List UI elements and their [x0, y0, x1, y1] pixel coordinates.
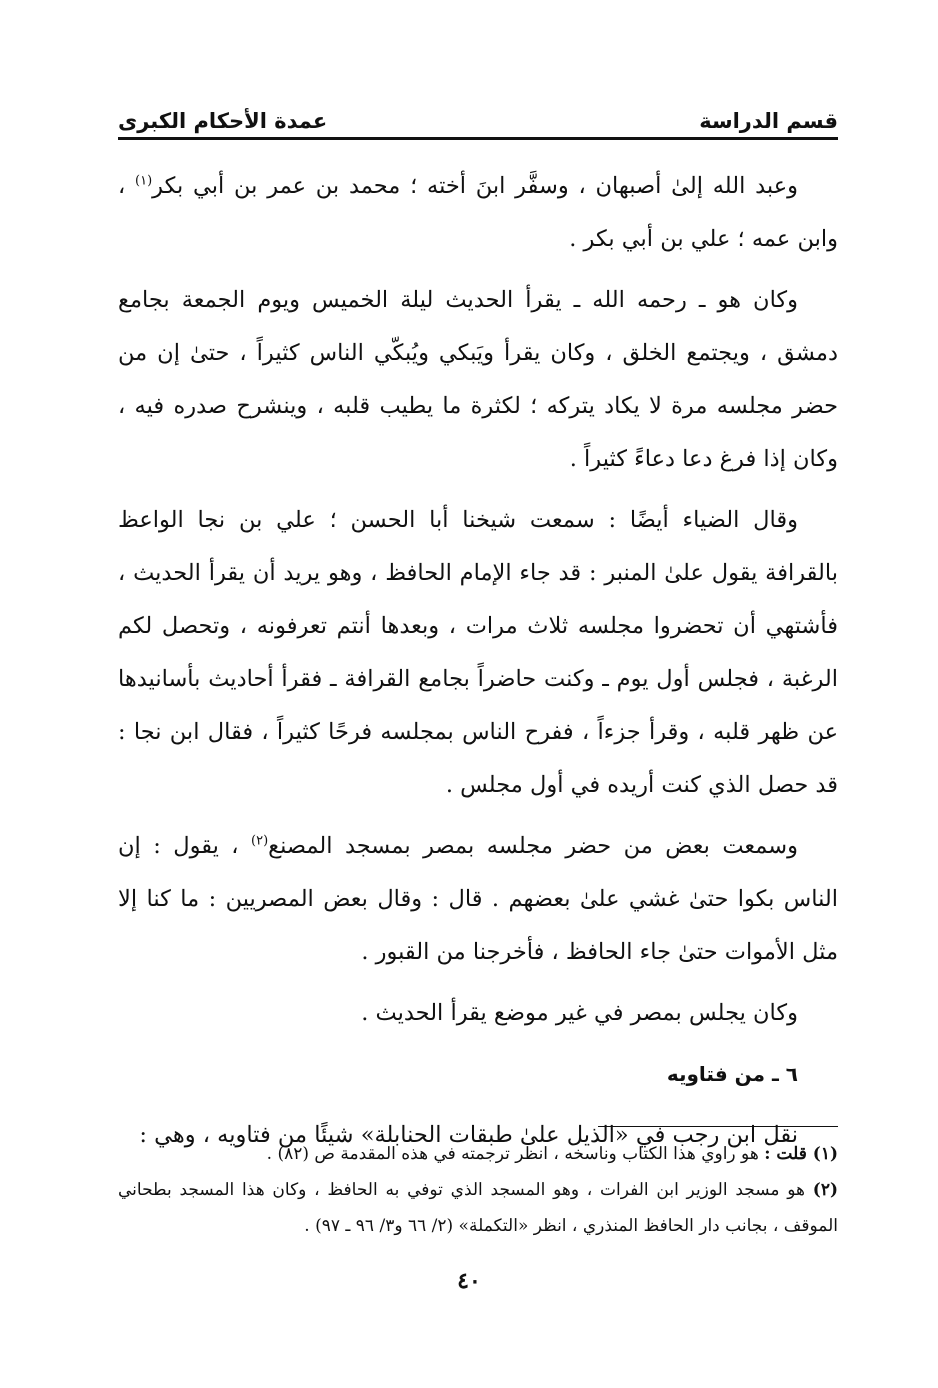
footnotes	[118, 1136, 838, 1244]
paragraph-4-part-b: ، يقول : إن الناس بكوا حتىٰ غشي علىٰ بعضهم . قال : وقال بعض المصريين : ما كنا إلا مثل الأموات حتىٰ جاء الحافظ ، فأخرجنا من القبور .	[118, 833, 838, 965]
paragraph-3: وقال الضياء أيضًا : سمعت شيخنا أبا الحسن ؛ علي بن نجا الواعظ بالقرافة يقول علىٰ المنبر : قد جاء الإمام الحافظ ، وهو يريد أن يقرأ الحديث ، فأشتهي أن تحضروا مجلسه ثلاث مرات ، وبعدها أنتم تعرفونه ، وتحصل لكم الرغبة ، فجلس أول يوم ـ وكنت حاضراً بجامع القرافة ـ فقرأ أحاديث بأسانيدها عن ظهر قلبه ، وقرأ جزءاً ، ففرح الناس بمجلسه فرحًا كثيراً ، فقال ابن نجا : قد حصل الذي كنت أريده في أول مجلس .	[118, 507, 838, 798]
paragraph-1	[118, 160, 838, 266]
paragraph-6: نقل ابن رجب في «الذيل علىٰ طبقات الحنابلة» شيئًا من فتاويه ، وهي :	[139, 1122, 798, 1148]
footnote-2	[118, 1172, 838, 1244]
paragraph-4	[118, 820, 838, 979]
footnote-ref-2[interactable]: (٢)	[251, 833, 269, 849]
paragraph-4-part-a: وسمعت بعض من حضر مجلسه بمصر بمسجد المصنع	[268, 833, 798, 859]
footnote-1	[118, 1136, 838, 1172]
footnote-1-label: (١) قلت :	[764, 1144, 838, 1164]
paragraph-2: وكان هو ـ رحمه الله ـ يقرأ الحديث ليلة الخميس ويوم الجمعة بجامع دمشق ، ويجتمع الخلق ، وكان يقرأ ويَبكي ويُبكّي الناس كثيراً ، حتىٰ إن من حضر مجلسه مرة لا يكاد يتركه ؛ لكثرة ما يطيب قلبه ، وينشرح صدره فيه ، وكان إذا فرغ دعا دعاءً كثيراً .	[118, 287, 838, 472]
footnote-ref-1[interactable]: (١)	[135, 173, 153, 189]
footnote-2-text: هو مسجد الوزير ابن الفرات ، وهو المسجد الذي توفي به الحافظ ، وكان هذا المسجد بطحاني الموقف ، بجانب دار الحافظ المنذري ، انظر «التكملة» (٢/ ٦٦ و٣/ ٩٦ ـ ٩٧) .	[118, 1180, 838, 1236]
footnote-1-text: هو راوي هذا الكتاب وناسخه ، انظر ترجمته في هذه المقدمة ص (٨٢) .	[266, 1144, 759, 1164]
section-title: قسم الدراسة	[699, 109, 838, 133]
page-number: ٤٠	[457, 1268, 481, 1294]
main-text	[118, 160, 838, 1170]
running-header	[118, 100, 838, 140]
book-title: عمدة الأحكام الكبرى	[118, 109, 328, 133]
section-heading: ٦ ـ من فتاويه	[666, 1062, 798, 1086]
footnote-2-label: (٢)	[812, 1180, 838, 1200]
footnote-separator	[598, 1126, 838, 1127]
paragraph-1-part-a: وعبد الله إلىٰ أصبهان ، وسفَّر ابنَ أخته ؛ محمد بن عمر بن أبي بكر	[152, 173, 798, 199]
paragraph-5: وكان يجلس بمصر في غير موضع يقرأ الحديث .	[361, 1000, 798, 1026]
paragraph-1-part-b: ، وابن عمه ؛ علي بن أبي بكر .	[118, 173, 838, 252]
